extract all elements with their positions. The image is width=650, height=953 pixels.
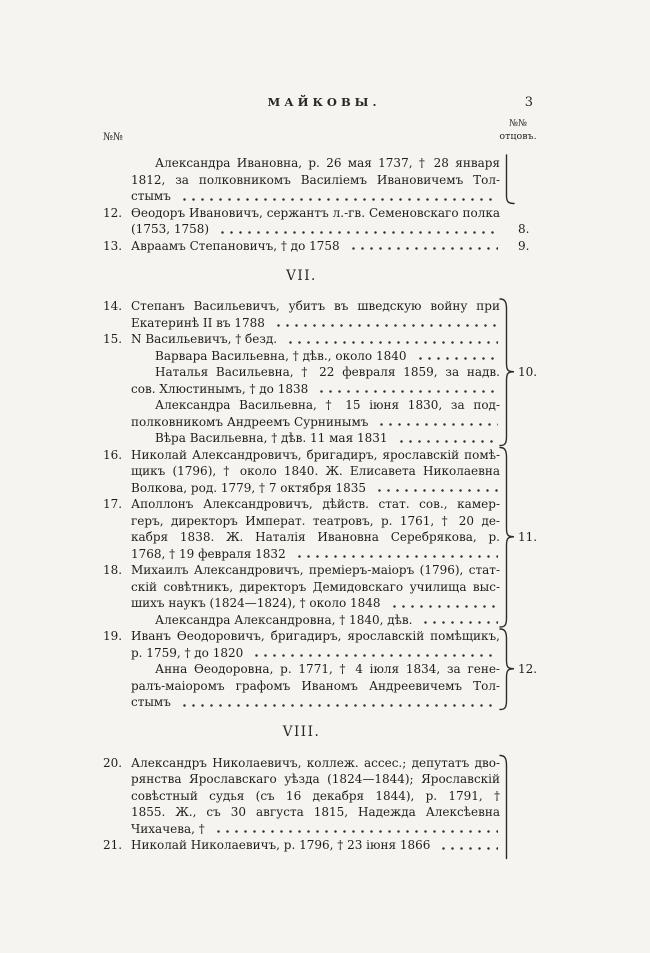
- dot-leader: [395, 430, 498, 447]
- dot-leader: [437, 837, 498, 854]
- entry-text: Александръ Николаевичъ, коллеж. ассес.; депутатъ дво-: [131, 755, 500, 770]
- entry-line: [103, 579, 500, 596]
- dot-leader: [373, 480, 498, 497]
- entry-line: [103, 755, 500, 772]
- entry-text: Аполлонъ Александровичъ, дѣйств. стат. сов., камер-: [131, 497, 500, 511]
- right-column-header-line1: №№: [509, 118, 527, 129]
- entry-text: Степанъ Васильевичъ, убитъ въ шведскую войну при: [131, 299, 500, 313]
- grouping-brace: [507, 155, 515, 204]
- entry-line: [103, 628, 500, 645]
- entry-text: 1855. Ж., съ 30 августа 1815, Надежда Алексѣевна: [131, 805, 500, 819]
- entry-number: 18.: [103, 563, 123, 577]
- entry-text: Екатеринѣ II въ 1788: [131, 315, 265, 330]
- genealogy-list: [103, 155, 500, 854]
- entry-line: [103, 205, 500, 222]
- dot-leader: [414, 348, 499, 365]
- entry-line: [103, 804, 500, 821]
- right-column-header: [490, 117, 546, 143]
- entry-text: стымъ: [131, 695, 171, 709]
- entry-line: [103, 447, 500, 464]
- entry-text: Михаилъ Александровичъ, преміеръ-маіоръ (1796), стат-: [131, 563, 500, 577]
- dot-leader: [178, 188, 498, 205]
- father-number: 8.: [518, 222, 530, 236]
- entry-number: 12.: [103, 205, 123, 220]
- entry-number: 19.: [103, 629, 123, 643]
- entry-line: [103, 562, 500, 579]
- entry-line: [103, 694, 500, 711]
- entry-line: [103, 331, 500, 348]
- running-head: [103, 95, 545, 111]
- father-number: 9.: [518, 238, 530, 253]
- grouping-brace: [500, 299, 514, 446]
- entry-line: [103, 298, 500, 315]
- entry-line: [103, 612, 500, 629]
- entry-text: Николай Николаевичъ, р. 1796, † 23 іюня 1866: [131, 838, 431, 852]
- dot-leader: [216, 221, 498, 238]
- entry-text: N Васильевичъ, † безд.: [131, 332, 278, 346]
- entry-line: [103, 364, 500, 381]
- entry-number: 13.: [103, 238, 123, 253]
- entry-text: геръ, директоръ Императ. театровъ, р. 1761, † 20 де-: [131, 513, 500, 528]
- entry-text: Александра Александровна, † 1840, дѣв.: [155, 612, 413, 627]
- entry-number: 14.: [103, 299, 123, 313]
- entry-line: [103, 381, 500, 398]
- dot-leader: [375, 414, 498, 431]
- entry-text: Наталья Васильевна, † 22 февраля 1859, за надв.: [155, 365, 500, 379]
- entry-line: [103, 172, 500, 189]
- entry-line: [103, 480, 500, 497]
- entry-line: [103, 837, 500, 854]
- entry-number: 16.: [103, 447, 123, 462]
- entry-text: Анна Ѳеодоровна, р. 1771, † 4 іюля 1834, за гене-: [155, 662, 500, 676]
- entry-line: [103, 463, 500, 480]
- entry-number: 17.: [103, 497, 123, 511]
- entry-text: Вѣра Васильевна, † дѣв. 11 мая 1831: [155, 431, 388, 445]
- entry-text: р. 1759, † до 1820: [131, 645, 244, 660]
- entry-text: (1753, 1758): [131, 222, 210, 236]
- dot-leader: [284, 331, 498, 348]
- entry-text: рянства Ярославскаго уѣзда (1824—1844); Ярославскій: [131, 772, 500, 786]
- dot-leader: [315, 381, 498, 398]
- entry-text: Чихачева, †: [131, 821, 205, 836]
- entry-line: [103, 221, 500, 238]
- entry-text: ралъ-маіоромъ графомъ Иваномъ Андреевичемъ Тол-: [131, 678, 500, 693]
- entry-text: Иванъ Ѳеодоровичъ, бригадиръ, ярославскій помѣщикъ,: [131, 629, 500, 643]
- entry-line: [103, 771, 500, 788]
- entry-text: Авраамъ Степановичъ, † до 1758: [131, 238, 340, 253]
- dot-leader: [293, 546, 498, 563]
- entry-text: Волкова, род. 1779, † 7 октября 1835: [131, 480, 367, 495]
- running-title: МАЙКОВЫ.: [267, 95, 381, 109]
- entry-line: [103, 595, 500, 612]
- dot-leader: [178, 694, 498, 711]
- entry-line: [103, 348, 500, 365]
- brace-layer: [499, 155, 517, 864]
- dot-leader: [347, 238, 498, 255]
- generation-heading: VII.: [286, 267, 317, 284]
- entry-number: 15.: [103, 332, 123, 346]
- entry-text: 1768, † 19 февраля 1832: [131, 546, 286, 561]
- left-column-header: №№: [103, 131, 123, 143]
- entry-line: [103, 155, 500, 172]
- entry-number: 21.: [103, 838, 123, 852]
- entry-text: кабря 1838. Ж. Наталія Ивановна Серебрякова, р.: [131, 530, 500, 544]
- entry-line: [103, 645, 500, 662]
- entry-text: полковникомъ Андреемъ Сурнинымъ: [131, 414, 369, 429]
- entry-line: [103, 661, 500, 678]
- generation-heading: VIII.: [282, 724, 321, 741]
- entry-text: шихъ наукъ (1824—1824), † около 1848: [131, 596, 381, 610]
- right-column-header-line2: отцовъ.: [499, 131, 537, 142]
- entry-text: 1812, за полковникомъ Василіемъ Ивановичемъ Тол-: [131, 172, 500, 187]
- father-number-rail: [499, 155, 547, 865]
- entry-text: скій совѣтникъ, директоръ Демидовскаго училища выс-: [131, 579, 500, 594]
- entry-text: сов. Хлюстинымъ, † до 1838: [131, 381, 309, 396]
- entry-line: [103, 513, 500, 530]
- entry-line: [103, 238, 500, 255]
- father-number: 12.: [518, 661, 538, 676]
- entry-line: [103, 821, 500, 838]
- dot-leader: [388, 595, 498, 612]
- entry-text: Александра Васильевна, † 15 іюня 1830, за под-: [155, 398, 500, 412]
- entry-line: [103, 315, 500, 332]
- father-number: 11.: [518, 529, 538, 544]
- entry-line: [103, 546, 500, 563]
- dot-leader: [272, 315, 498, 332]
- dot-leader: [212, 821, 498, 838]
- father-number: 10.: [518, 364, 538, 379]
- entry-text: щикъ (1796), † около 1840. Ж. Елисавета Николаевна: [131, 464, 500, 478]
- entry-line: [103, 788, 500, 805]
- entry-line: [103, 678, 500, 695]
- entry-number: 20.: [103, 755, 123, 770]
- entry-line: [103, 397, 500, 414]
- entry-line: [103, 430, 500, 447]
- grouping-brace: [500, 756, 507, 859]
- page-number: 3: [524, 95, 533, 110]
- entry-text: Варвара Васильевна, † дѣв., около 1840: [155, 348, 407, 363]
- grouping-brace: [500, 448, 514, 628]
- entry-line: [103, 496, 500, 513]
- entry-text: Александра Ивановна, р. 26 мая 1737, † 28 января: [155, 156, 500, 170]
- entry-line: [103, 529, 500, 546]
- dot-leader: [250, 645, 498, 662]
- dot-leader: [419, 612, 498, 629]
- grouping-brace: [500, 629, 514, 710]
- entry-text: Ѳеодоръ Ивановичъ, сержантъ л.-гв. Семеновскаго полка: [131, 205, 500, 220]
- entry-text: Николай Александровичъ, бригадиръ, ярославскій помѣ-: [131, 447, 500, 462]
- entry-text: стымъ: [131, 189, 171, 203]
- entry-line: [103, 414, 500, 431]
- entry-line: [103, 188, 500, 205]
- entry-text: совѣстный судья (съ 16 декабря 1844), р. 1791, †: [131, 788, 500, 803]
